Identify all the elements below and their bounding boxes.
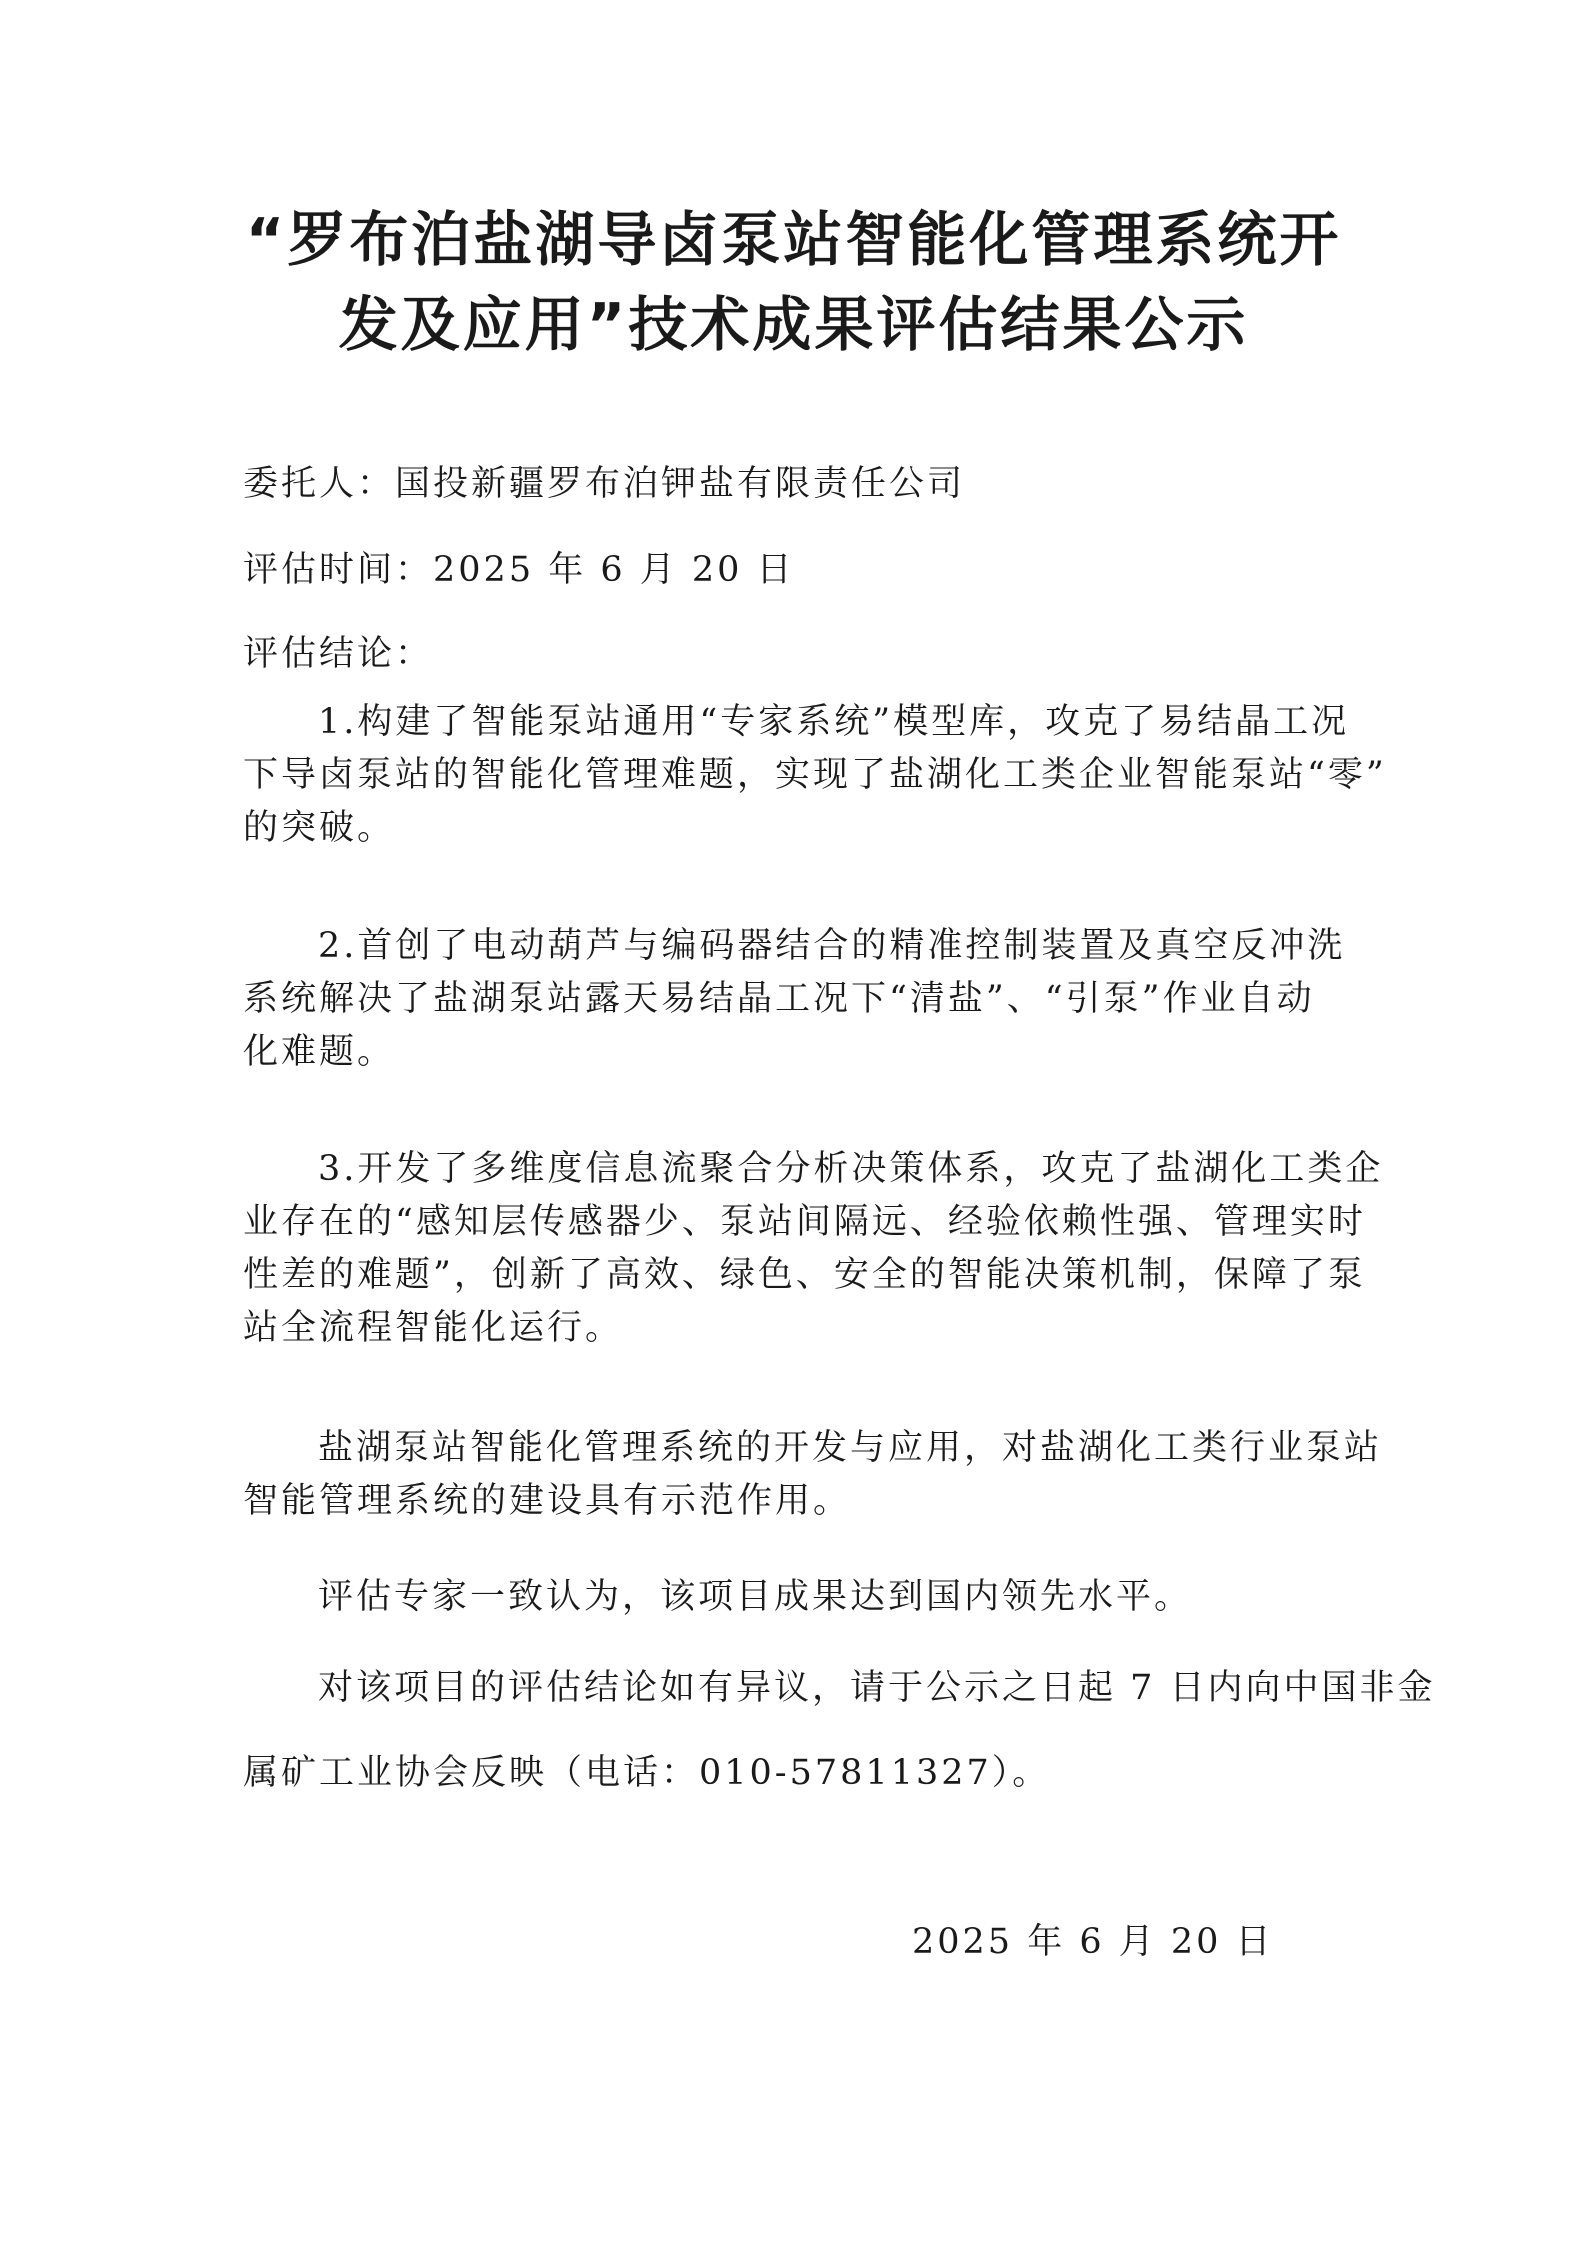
objection-paragraph (243, 1664, 1436, 1802)
eval-time-label: 评估时间： (243, 550, 434, 590)
item-2-line-1: 2.首创了电动葫芦与编码器结合的精准控制装置及真空反冲洗 (318, 926, 1346, 966)
item-2-line-3: 化难题。 (243, 1032, 396, 1072)
expert-opinion-line: 评估专家一致认为，该项目成果达到国内领先水平。 (318, 1577, 1193, 1617)
item-3-line-1: 3.开发了多维度信息流聚合分析决策体系，攻克了盐湖化工类企 (318, 1149, 1384, 1189)
item-3-line-4: 站全流程智能化运行。 (243, 1308, 624, 1348)
document-title-line-2: 发及应用”技术成果评估结果公示 (338, 290, 1249, 359)
item-2-line-2: 系统解决了盐湖泵站露天易结晶工况下“清盐”、“引泵”作业自动 (243, 979, 1315, 1019)
summary-line-2: 智能管理系统的建设具有示范作用。 (243, 1481, 852, 1521)
item-1-line-1: 1.构建了智能泵站通用“专家系统”模型库，攻克了易结晶工况 (318, 702, 1350, 742)
summary-paragraph (243, 1424, 1383, 1530)
eval-time-row (243, 546, 795, 594)
conclusion-label: 评估结论： (243, 634, 434, 674)
publication-date: 2025 年 6 月 20 日 (912, 1922, 1274, 1962)
item-3-line-3: 性差的难题”，创新了高效、绿色、安全的智能决策机制，保障了泵 (243, 1255, 1366, 1295)
expert-opinion-paragraph (243, 1573, 1358, 1626)
client-label: 委托人： (243, 464, 396, 504)
objection-line-2: 属矿工业协会反映（电话：010-57811327）。 (243, 1753, 1051, 1793)
item-1-line-2: 下导卤泵站的智能化管理难题，实现了盐湖化工类企业智能泵站“零” (243, 755, 1387, 795)
client-row (243, 460, 965, 508)
conclusion-item-2 (243, 922, 1358, 1081)
conclusion-item-1 (243, 698, 1387, 857)
client-value: 国投新疆罗布泊钾盐有限责任公司 (395, 464, 966, 504)
conclusion-item-3 (243, 1145, 1384, 1357)
summary-line-1: 盐湖泵站智能化管理系统的开发与应用，对盐湖化工类行业泵站 (318, 1428, 1383, 1468)
item-3-line-2: 业存在的“感知层传感器少、泵站间隔远、经验依赖性强、管理实时 (243, 1202, 1366, 1242)
objection-line-1: 对该项目的评估结论如有异议，请于公示之日起 7 日内向中国非金 (318, 1668, 1436, 1708)
eval-time-value: 2025 年 6 月 20 日 (433, 550, 795, 590)
item-1-line-3: 的突破。 (243, 808, 396, 848)
document-title-line-1: “罗布泊盐湖导卤泵站智能化管理系统开 (245, 205, 1342, 274)
